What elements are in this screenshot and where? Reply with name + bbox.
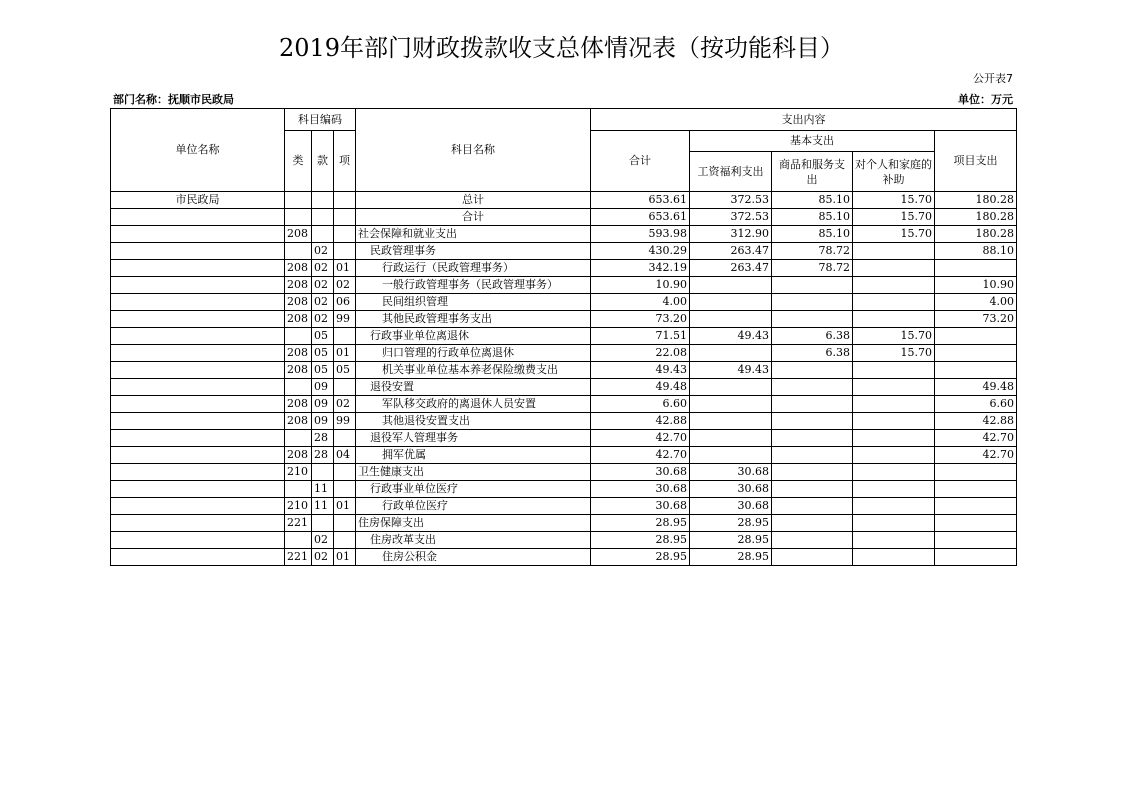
cell-salary: 312.90 (690, 226, 772, 243)
cell-salary: 28.95 (690, 532, 772, 549)
header-personal: 对个人和家庭的补助 (853, 152, 935, 192)
cell-unit (111, 532, 285, 549)
cell-personal (853, 277, 935, 294)
cell-personal: 15.70 (853, 192, 935, 209)
cell-salary: 263.47 (690, 260, 772, 277)
cell-total: 342.19 (591, 260, 690, 277)
cell-goods (772, 532, 853, 549)
cell-subject-name: 一般行政管理事务（民政管理事务） (356, 277, 591, 294)
cell-personal (853, 260, 935, 277)
cell-kuan: 09 (312, 413, 334, 430)
header-goods: 商品和服务支出 (772, 152, 853, 192)
table-row (111, 294, 1017, 311)
cell-subject-name: 总计 (356, 192, 591, 209)
cell-goods: 78.72 (772, 243, 853, 260)
cell-salary: 49.43 (690, 362, 772, 379)
cell-subject-name: 民间组织管理 (356, 294, 591, 311)
cell-unit (111, 209, 285, 226)
cell-xiang (334, 532, 356, 549)
cell-lei (285, 192, 312, 209)
header-kuan: 款 (312, 131, 334, 192)
cell-subject-name: 其他退役安置支出 (356, 413, 591, 430)
cell-unit (111, 498, 285, 515)
cell-unit (111, 396, 285, 413)
cell-goods (772, 549, 853, 566)
cell-personal: 15.70 (853, 209, 935, 226)
cell-personal (853, 532, 935, 549)
cell-subject-name: 民政管理事务 (356, 243, 591, 260)
cell-subject-name: 行政事业单位离退休 (356, 328, 591, 345)
cell-project: 88.10 (935, 243, 1017, 260)
cell-lei: 221 (285, 515, 312, 532)
cell-xiang: 06 (334, 294, 356, 311)
cell-lei: 210 (285, 464, 312, 481)
cell-kuan (312, 209, 334, 226)
cell-total: 653.61 (591, 192, 690, 209)
cell-salary: 28.95 (690, 515, 772, 532)
cell-kuan: 02 (312, 311, 334, 328)
cell-project (935, 498, 1017, 515)
cell-salary: 30.68 (690, 464, 772, 481)
cell-lei (285, 532, 312, 549)
cell-personal: 15.70 (853, 226, 935, 243)
cell-unit (111, 549, 285, 566)
cell-project: 49.48 (935, 379, 1017, 396)
cell-project: 4.00 (935, 294, 1017, 311)
cell-personal (853, 515, 935, 532)
cell-kuan: 02 (312, 277, 334, 294)
cell-subject-name: 军队移交政府的离退休人员安置 (356, 396, 591, 413)
table-header (111, 109, 1017, 192)
cell-project (935, 464, 1017, 481)
cell-xiang (334, 192, 356, 209)
cell-subject-name: 其他民政管理事务支出 (356, 311, 591, 328)
cell-salary: 49.43 (690, 328, 772, 345)
cell-goods (772, 294, 853, 311)
cell-xiang: 99 (334, 413, 356, 430)
cell-total: 6.60 (591, 396, 690, 413)
cell-salary: 30.68 (690, 498, 772, 515)
cell-salary (690, 379, 772, 396)
cell-lei: 221 (285, 549, 312, 566)
cell-unit (111, 413, 285, 430)
cell-salary (690, 345, 772, 362)
cell-subject-name: 归口管理的行政单位离退休 (356, 345, 591, 362)
cell-total: 28.95 (591, 515, 690, 532)
cell-lei: 208 (285, 226, 312, 243)
cell-xiang (334, 515, 356, 532)
cell-lei: 208 (285, 396, 312, 413)
cell-salary (690, 277, 772, 294)
cell-personal (853, 430, 935, 447)
cell-xiang: 01 (334, 498, 356, 515)
cell-goods (772, 311, 853, 328)
cell-personal (853, 498, 935, 515)
cell-goods: 6.38 (772, 345, 853, 362)
cell-total: 42.88 (591, 413, 690, 430)
cell-lei: 208 (285, 345, 312, 362)
cell-total: 28.95 (591, 549, 690, 566)
cell-salary (690, 447, 772, 464)
cell-kuan (312, 226, 334, 243)
cell-kuan: 02 (312, 243, 334, 260)
cell-goods (772, 464, 853, 481)
cell-unit (111, 464, 285, 481)
cell-total: 49.48 (591, 379, 690, 396)
table-row (111, 464, 1017, 481)
cell-personal (853, 549, 935, 566)
cell-unit (111, 311, 285, 328)
table-row (111, 498, 1017, 515)
cell-kuan: 05 (312, 345, 334, 362)
cell-xiang (334, 243, 356, 260)
cell-xiang: 01 (334, 549, 356, 566)
table-row (111, 277, 1017, 294)
cell-kuan: 02 (312, 532, 334, 549)
cell-project: 10.90 (935, 277, 1017, 294)
table-row (111, 396, 1017, 413)
cell-salary (690, 430, 772, 447)
cell-personal (853, 379, 935, 396)
cell-project (935, 328, 1017, 345)
cell-goods (772, 379, 853, 396)
cell-kuan: 28 (312, 447, 334, 464)
cell-personal (853, 362, 935, 379)
form-number: 公开表7 (973, 72, 1013, 85)
cell-salary: 28.95 (690, 549, 772, 566)
table-row (111, 447, 1017, 464)
cell-goods: 6.38 (772, 328, 853, 345)
cell-project (935, 345, 1017, 362)
table-row (111, 260, 1017, 277)
cell-xiang: 02 (334, 396, 356, 413)
cell-kuan: 11 (312, 481, 334, 498)
cell-kuan: 11 (312, 498, 334, 515)
cell-personal: 15.70 (853, 328, 935, 345)
cell-personal (853, 413, 935, 430)
cell-subject-name: 退役安置 (356, 379, 591, 396)
cell-subject-name: 退役军人管理事务 (356, 430, 591, 447)
cell-lei (285, 481, 312, 498)
cell-unit (111, 430, 285, 447)
header-basic: 基本支出 (690, 131, 935, 152)
cell-salary: 30.68 (690, 481, 772, 498)
cell-total: 42.70 (591, 447, 690, 464)
cell-personal: 15.70 (853, 345, 935, 362)
cell-project: 180.28 (935, 226, 1017, 243)
cell-goods: 85.10 (772, 192, 853, 209)
cell-lei (285, 209, 312, 226)
cell-total: 73.20 (591, 311, 690, 328)
cell-xiang: 05 (334, 362, 356, 379)
table-row (111, 532, 1017, 549)
cell-xiang (334, 226, 356, 243)
cell-subject-name: 社会保障和就业支出 (356, 226, 591, 243)
cell-goods (772, 413, 853, 430)
cell-goods: 85.10 (772, 209, 853, 226)
cell-xiang: 01 (334, 345, 356, 362)
cell-unit: 市民政局 (111, 192, 285, 209)
header-unit-name: 单位名称 (111, 109, 285, 192)
table-row (111, 549, 1017, 566)
cell-project (935, 362, 1017, 379)
cell-lei: 210 (285, 498, 312, 515)
cell-xiang (334, 430, 356, 447)
cell-total: 30.68 (591, 498, 690, 515)
cell-kuan: 09 (312, 379, 334, 396)
header-expenditure: 支出内容 (591, 109, 1017, 131)
cell-xiang: 99 (334, 311, 356, 328)
cell-salary (690, 396, 772, 413)
cell-lei: 208 (285, 260, 312, 277)
cell-kuan (312, 464, 334, 481)
cell-kuan: 02 (312, 260, 334, 277)
budget-table (110, 108, 1017, 566)
cell-unit (111, 481, 285, 498)
cell-kuan: 09 (312, 396, 334, 413)
cell-personal (853, 243, 935, 260)
table-row (111, 515, 1017, 532)
cell-project (935, 515, 1017, 532)
cell-kuan: 28 (312, 430, 334, 447)
cell-subject-name: 住房保障支出 (356, 515, 591, 532)
cell-lei: 208 (285, 413, 312, 430)
cell-unit (111, 277, 285, 294)
table-row (111, 226, 1017, 243)
page-title: 2019年部门财政拨款收支总体情况表（按功能科目） (278, 34, 845, 62)
table-row (111, 243, 1017, 260)
cell-total: 4.00 (591, 294, 690, 311)
cell-subject-name: 拥军优属 (356, 447, 591, 464)
table-row (111, 345, 1017, 362)
cell-total: 22.08 (591, 345, 690, 362)
department-label: 部门名称：抚顺市民政局 (113, 93, 234, 106)
cell-project (935, 532, 1017, 549)
cell-subject-name: 行政单位医疗 (356, 498, 591, 515)
cell-project: 42.70 (935, 447, 1017, 464)
cell-salary: 372.53 (690, 209, 772, 226)
table-body (111, 192, 1017, 566)
cell-project: 180.28 (935, 192, 1017, 209)
cell-subject-name: 行政运行（民政管理事务） (356, 260, 591, 277)
cell-goods (772, 430, 853, 447)
cell-lei: 208 (285, 277, 312, 294)
header-project: 项目支出 (935, 131, 1017, 192)
cell-total: 42.70 (591, 430, 690, 447)
cell-total: 10.90 (591, 277, 690, 294)
cell-goods: 85.10 (772, 226, 853, 243)
table-row (111, 328, 1017, 345)
cell-xiang (334, 328, 356, 345)
cell-project: 73.20 (935, 311, 1017, 328)
cell-xiang: 04 (334, 447, 356, 464)
cell-subject-name: 行政事业单位医疗 (356, 481, 591, 498)
cell-salary (690, 311, 772, 328)
cell-kuan (312, 192, 334, 209)
table-row (111, 430, 1017, 447)
cell-project: 180.28 (935, 209, 1017, 226)
cell-project (935, 260, 1017, 277)
cell-total: 28.95 (591, 532, 690, 549)
unit-label: 单位：万元 (958, 93, 1013, 106)
cell-project: 42.88 (935, 413, 1017, 430)
cell-personal (853, 396, 935, 413)
cell-total: 49.43 (591, 362, 690, 379)
header-subject-code: 科目编码 (285, 109, 356, 131)
cell-goods: 78.72 (772, 260, 853, 277)
table-row (111, 192, 1017, 209)
cell-salary: 372.53 (690, 192, 772, 209)
cell-project (935, 549, 1017, 566)
cell-lei (285, 328, 312, 345)
cell-unit (111, 260, 285, 277)
header-xiang: 项 (334, 131, 356, 192)
cell-xiang (334, 464, 356, 481)
table-row (111, 481, 1017, 498)
cell-project (935, 481, 1017, 498)
cell-salary (690, 413, 772, 430)
cell-lei (285, 379, 312, 396)
table-row (111, 379, 1017, 396)
cell-personal (853, 311, 935, 328)
cell-kuan: 05 (312, 328, 334, 345)
cell-unit (111, 226, 285, 243)
cell-subject-name: 卫生健康支出 (356, 464, 591, 481)
cell-goods (772, 277, 853, 294)
cell-unit (111, 379, 285, 396)
cell-total: 593.98 (591, 226, 690, 243)
cell-total: 30.68 (591, 464, 690, 481)
cell-goods (772, 447, 853, 464)
table-row (111, 362, 1017, 379)
header-salary: 工资福利支出 (690, 152, 772, 192)
cell-subject-name: 住房公积金 (356, 549, 591, 566)
cell-unit (111, 362, 285, 379)
table-row (111, 413, 1017, 430)
cell-goods (772, 396, 853, 413)
cell-goods (772, 515, 853, 532)
cell-personal (853, 447, 935, 464)
cell-unit (111, 328, 285, 345)
cell-unit (111, 294, 285, 311)
cell-kuan (312, 515, 334, 532)
table-row (111, 311, 1017, 328)
cell-lei (285, 243, 312, 260)
cell-lei: 208 (285, 311, 312, 328)
cell-kuan: 02 (312, 549, 334, 566)
cell-lei: 208 (285, 447, 312, 464)
cell-xiang (334, 379, 356, 396)
cell-kuan: 02 (312, 294, 334, 311)
cell-subject-name: 住房改革支出 (356, 532, 591, 549)
cell-goods (772, 498, 853, 515)
cell-unit (111, 345, 285, 362)
cell-personal (853, 294, 935, 311)
cell-total: 653.61 (591, 209, 690, 226)
cell-project: 6.60 (935, 396, 1017, 413)
cell-project: 42.70 (935, 430, 1017, 447)
cell-xiang: 01 (334, 260, 356, 277)
table-row (111, 209, 1017, 226)
cell-unit (111, 515, 285, 532)
cell-xiang (334, 209, 356, 226)
cell-xiang (334, 481, 356, 498)
header-lei: 类 (285, 131, 312, 192)
cell-personal (853, 481, 935, 498)
cell-lei (285, 430, 312, 447)
cell-total: 71.51 (591, 328, 690, 345)
cell-subject-name: 合计 (356, 209, 591, 226)
cell-goods (772, 481, 853, 498)
cell-subject-name: 机关事业单位基本养老保险缴费支出 (356, 362, 591, 379)
cell-total: 430.29 (591, 243, 690, 260)
cell-xiang: 02 (334, 277, 356, 294)
cell-unit (111, 243, 285, 260)
header-total: 合计 (591, 131, 690, 192)
cell-total: 30.68 (591, 481, 690, 498)
cell-goods (772, 362, 853, 379)
cell-kuan: 05 (312, 362, 334, 379)
header-subject-name: 科目名称 (356, 109, 591, 192)
cell-lei: 208 (285, 294, 312, 311)
cell-lei: 208 (285, 362, 312, 379)
cell-salary: 263.47 (690, 243, 772, 260)
cell-salary (690, 294, 772, 311)
cell-personal (853, 464, 935, 481)
cell-unit (111, 447, 285, 464)
